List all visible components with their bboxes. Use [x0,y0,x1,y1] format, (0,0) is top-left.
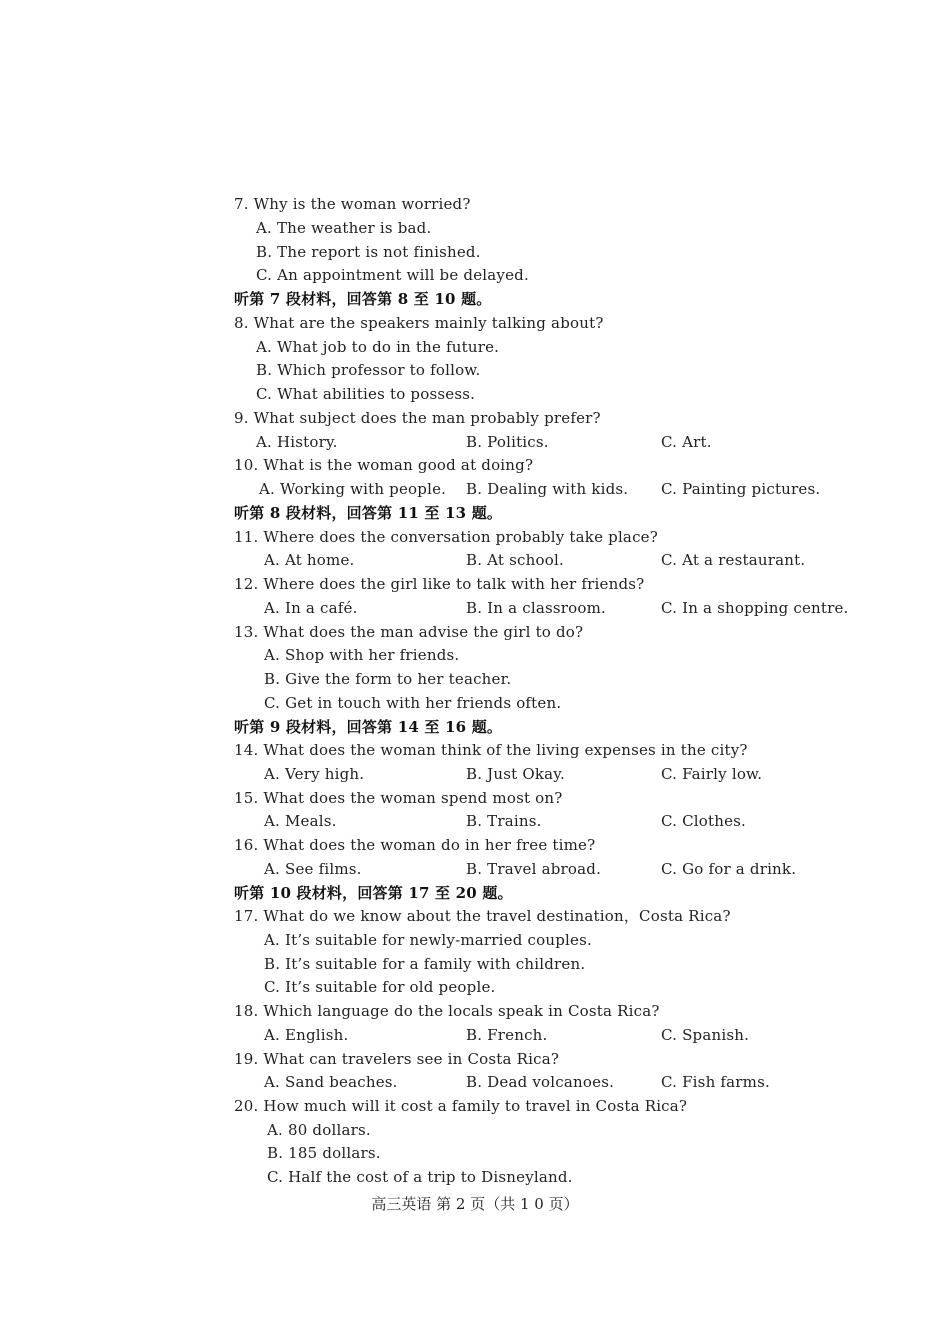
question-17-option-c: C. It’s suitable for old people. [264,978,496,996]
question-10-option-b: B. Dealing with kids. [466,480,629,498]
question-7-option-c: C. An appointment will be delayed. [256,266,529,284]
question-13-stem: 13. What does the man advise the girl to do? [234,623,584,641]
question-20-option-b: B. 185 dollars. [267,1144,381,1162]
question-19-option-a: A. Sand beaches. [264,1073,398,1091]
question-7-option-a: A. The weather is bad. [256,219,432,237]
question-7-option-b: B. The report is not finished. [256,243,481,261]
question-10-stem: 10. What is the woman good at doing? [234,456,534,474]
section-header-9: 听第 9 段材料，回答第 14 至 16 题。 [234,718,503,736]
section-header-8: 听第 8 段材料，回答第 11 至 13 题。 [234,504,503,522]
question-13-option-b: B. Give the form to her teacher. [264,670,512,688]
question-8-option-b: B. Which professor to follow. [256,361,481,379]
question-9-stem: 9. What subject does the man probably prefer? [234,409,601,427]
question-9-option-a: A. History. [256,433,338,451]
question-10-option-a: A. Working with people. [259,480,447,498]
section-header-7: 听第 7 段材料，回答第 8 至 10 题。 [234,290,492,308]
question-8-option-a: A. What job to do in the future. [256,338,500,356]
question-18-option-a: A. English. [264,1026,349,1044]
question-18-option-b: B. French. [466,1026,548,1044]
question-16-option-c: C. Go for a drink. [661,860,797,878]
question-17-option-b: B. It’s suitable for a family with children. [264,955,586,973]
question-8-option-c: C. What abilities to possess. [256,385,476,403]
question-18-stem: 18. Which language do the locals speak in Costa Rica? [234,1002,660,1020]
page-footer: 高三英语 第 2 页（共 1 0 页） [371,1195,579,1213]
question-15-option-c: C. Clothes. [661,812,747,830]
question-19-stem: 19. What can travelers see in Costa Rica? [234,1050,560,1068]
question-18-option-c: C. Spanish. [661,1026,750,1044]
question-13-option-a: A. Shop with her friends. [264,646,460,664]
question-15-option-a: A. Meals. [264,812,337,830]
question-16-stem: 16. What does the woman do in her free time? [234,836,596,854]
question-9-option-c: C. Art. [661,433,712,451]
question-20-option-c: C. Half the cost of a trip to Disneyland. [267,1168,573,1186]
question-17-stem: 17. What do we know about the travel destination，Costa Rica? [234,907,731,925]
question-11-option-b: B. At school. [466,551,564,569]
question-8-stem: 8. What are the speakers mainly talking about? [234,314,604,332]
section-header-10: 听第 10 段材料，回答第 17 至 20 题。 [234,884,513,902]
question-13-option-c: C. Get in touch with her friends often. [264,694,562,712]
question-19-option-b: B. Dead volcanoes. [466,1073,615,1091]
question-12-option-c: C. In a shopping centre. [661,599,849,617]
question-17-option-a: A. It’s suitable for newly-married couples. [264,931,592,949]
question-10-option-c: C. Painting pictures. [661,480,821,498]
question-11-option-a: A. At home. [264,551,355,569]
question-12-option-a: A. In a café. [264,599,358,617]
question-14-option-b: B. Just Okay. [466,765,565,783]
question-14-option-c: C. Fairly low. [661,765,763,783]
question-15-option-b: B. Trains. [466,812,542,830]
question-16-option-b: B. Travel abroad. [466,860,602,878]
question-16-option-a: A. See films. [264,860,362,878]
question-11-stem: 11. Where does the conversation probably take place? [234,528,658,546]
question-7-stem: 7. Why is the woman worried? [234,195,471,213]
question-9-option-b: B. Politics. [466,433,549,451]
question-15-stem: 15. What does the woman spend most on? [234,789,563,807]
question-20-option-a: A. 80 dollars. [267,1121,371,1139]
question-11-option-c: C. At a restaurant. [661,551,806,569]
question-14-stem: 14. What does the woman think of the living expenses in the city? [234,741,748,759]
question-12-option-b: B. In a classroom. [466,599,606,617]
question-20-stem: 20. How much will it cost a family to travel in Costa Rica? [234,1097,688,1115]
question-14-option-a: A. Very high. [264,765,365,783]
question-19-option-c: C. Fish farms. [661,1073,770,1091]
question-12-stem: 12. Where does the girl like to talk with her friends? [234,575,645,593]
